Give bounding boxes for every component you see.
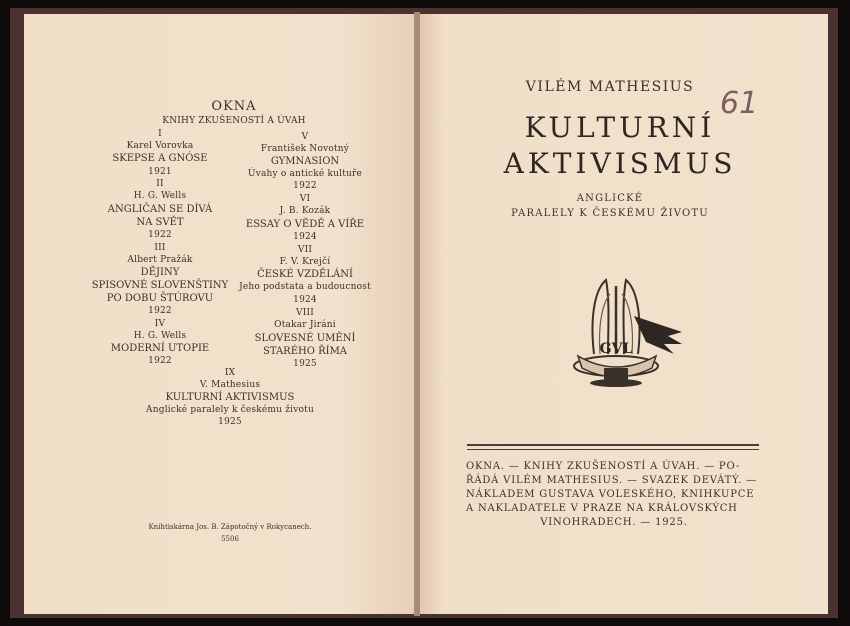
vol8-year: 1925 (293, 359, 317, 369)
vol8-num: VIII (296, 308, 314, 318)
vol8-author: Otakar Jiráni (274, 320, 336, 330)
vol4-title: MODERNÍ UTOPIE (110, 343, 210, 354)
vol7-author: F. V. Krejčí (279, 257, 331, 267)
vol5-title: GYMNASION (270, 156, 340, 167)
vol5-year: 1922 (293, 181, 317, 191)
book-title-line-1: KULTURNÍ (524, 111, 716, 144)
vol6-title: ESSAY O VĚDĚ A VÍŘE (245, 219, 365, 230)
vol1-author: Karel Vorovka (126, 141, 194, 151)
vol8-title-1: SLOVESNÉ UMĚNÍ (254, 333, 356, 344)
colophon-line-5: VINOHRADECH. — 1925. (540, 517, 688, 528)
series-subtitle: KNIHY ZKUŠENOSTÍ A ÚVAH (162, 116, 306, 126)
vol9-year: 1925 (218, 417, 242, 427)
vol3-title-2: SPISOVNÉ SLOVENŠTINY (91, 280, 229, 291)
vol4-num: IV (154, 319, 166, 329)
vol2-year: 1922 (148, 230, 172, 240)
vol7-num: VII (297, 245, 313, 255)
vol7-subtitle: Jeho podstata a budoucnost (239, 282, 371, 292)
book-subtitle-line-2: PARALELY K ČESKÉMU ŽIVOTU (511, 208, 709, 219)
colophon-line-4: A NAKLADATELE V PRAZE NA KRÁLOVSKÝCH (466, 503, 738, 514)
vol1-title: SKEPSE A GNÓSE (112, 153, 208, 164)
book-title-line-2: AKTIVISMUS (503, 147, 737, 180)
series-title: OKNA (211, 99, 257, 114)
vol9-num: IX (224, 368, 236, 378)
vol7-title: ČESKÉ VZDĚLÁNÍ (257, 269, 353, 280)
vol2-title-1: ANGLIČAN SE DÍVÁ (107, 204, 213, 215)
book-author: VILÉM MATHESIUS (525, 79, 695, 95)
vol3-author: Albert Pražák (127, 255, 193, 265)
vol2-author: H. G. Wells (133, 191, 187, 201)
book-gutter (414, 12, 420, 616)
vol2-num: II (156, 179, 164, 189)
vol3-year: 1922 (148, 306, 172, 316)
handwritten-number: 61 (720, 86, 759, 121)
colophon-line-2: ŘÁDÁ VILÉM MATHESIUS. — SVAZEK DEVÁTÝ. — (466, 475, 757, 486)
vol4-author: H. G. Wells (133, 331, 187, 341)
vol9-author: V. Mathesius (199, 380, 261, 390)
emblem-text: GVL (599, 341, 633, 357)
vol6-author: J. B. Kozák (279, 206, 331, 216)
vol6-num: VI (299, 194, 311, 204)
publisher-emblem (564, 270, 688, 390)
vol1-num: I (158, 129, 162, 139)
vol9-subtitle: Anglické paralely k českému životu (146, 405, 314, 415)
vol3-num: III (154, 243, 166, 253)
vol5-subtitle: Úvahy o antické kultuře (247, 169, 363, 179)
vol2-title-2: NA SVĚT (136, 217, 184, 228)
vol7-year: 1924 (293, 295, 317, 305)
printer-note: Knihtiskárna Jos. B. Zápotočný v Rokycanech. (148, 523, 312, 531)
vol5-num: V (301, 132, 309, 142)
vol5-author: František Novotný (260, 144, 350, 154)
vol8-title-2: STARÉHO ŘÍMA (262, 346, 348, 357)
colophon-rule-thin (467, 449, 759, 450)
colophon-line-1: OKNA. — KNIHY ZKUŠENOSTÍ A ÚVAH. — PO- (466, 461, 741, 472)
book-subtitle-line-1: ANGLICKÉ (576, 193, 644, 204)
vol3-title-1: DĚJINY (140, 267, 180, 278)
vol3-title-3: PO DOBU ŠTÚROVU (106, 293, 214, 304)
colophon-rule-thick (467, 444, 759, 446)
vol6-year: 1924 (293, 232, 317, 242)
fountain-icon (574, 280, 682, 387)
colophon-line-3: NÁKLADEM GUSTAVA VOLESKÉHO, KNIHKUPCE (466, 489, 755, 500)
vol9-title: KULTURNÍ AKTIVISMUS (165, 392, 295, 403)
vol4-year: 1922 (148, 356, 172, 366)
vol1-year: 1921 (148, 167, 172, 177)
printer-number: 5506 (221, 535, 239, 543)
